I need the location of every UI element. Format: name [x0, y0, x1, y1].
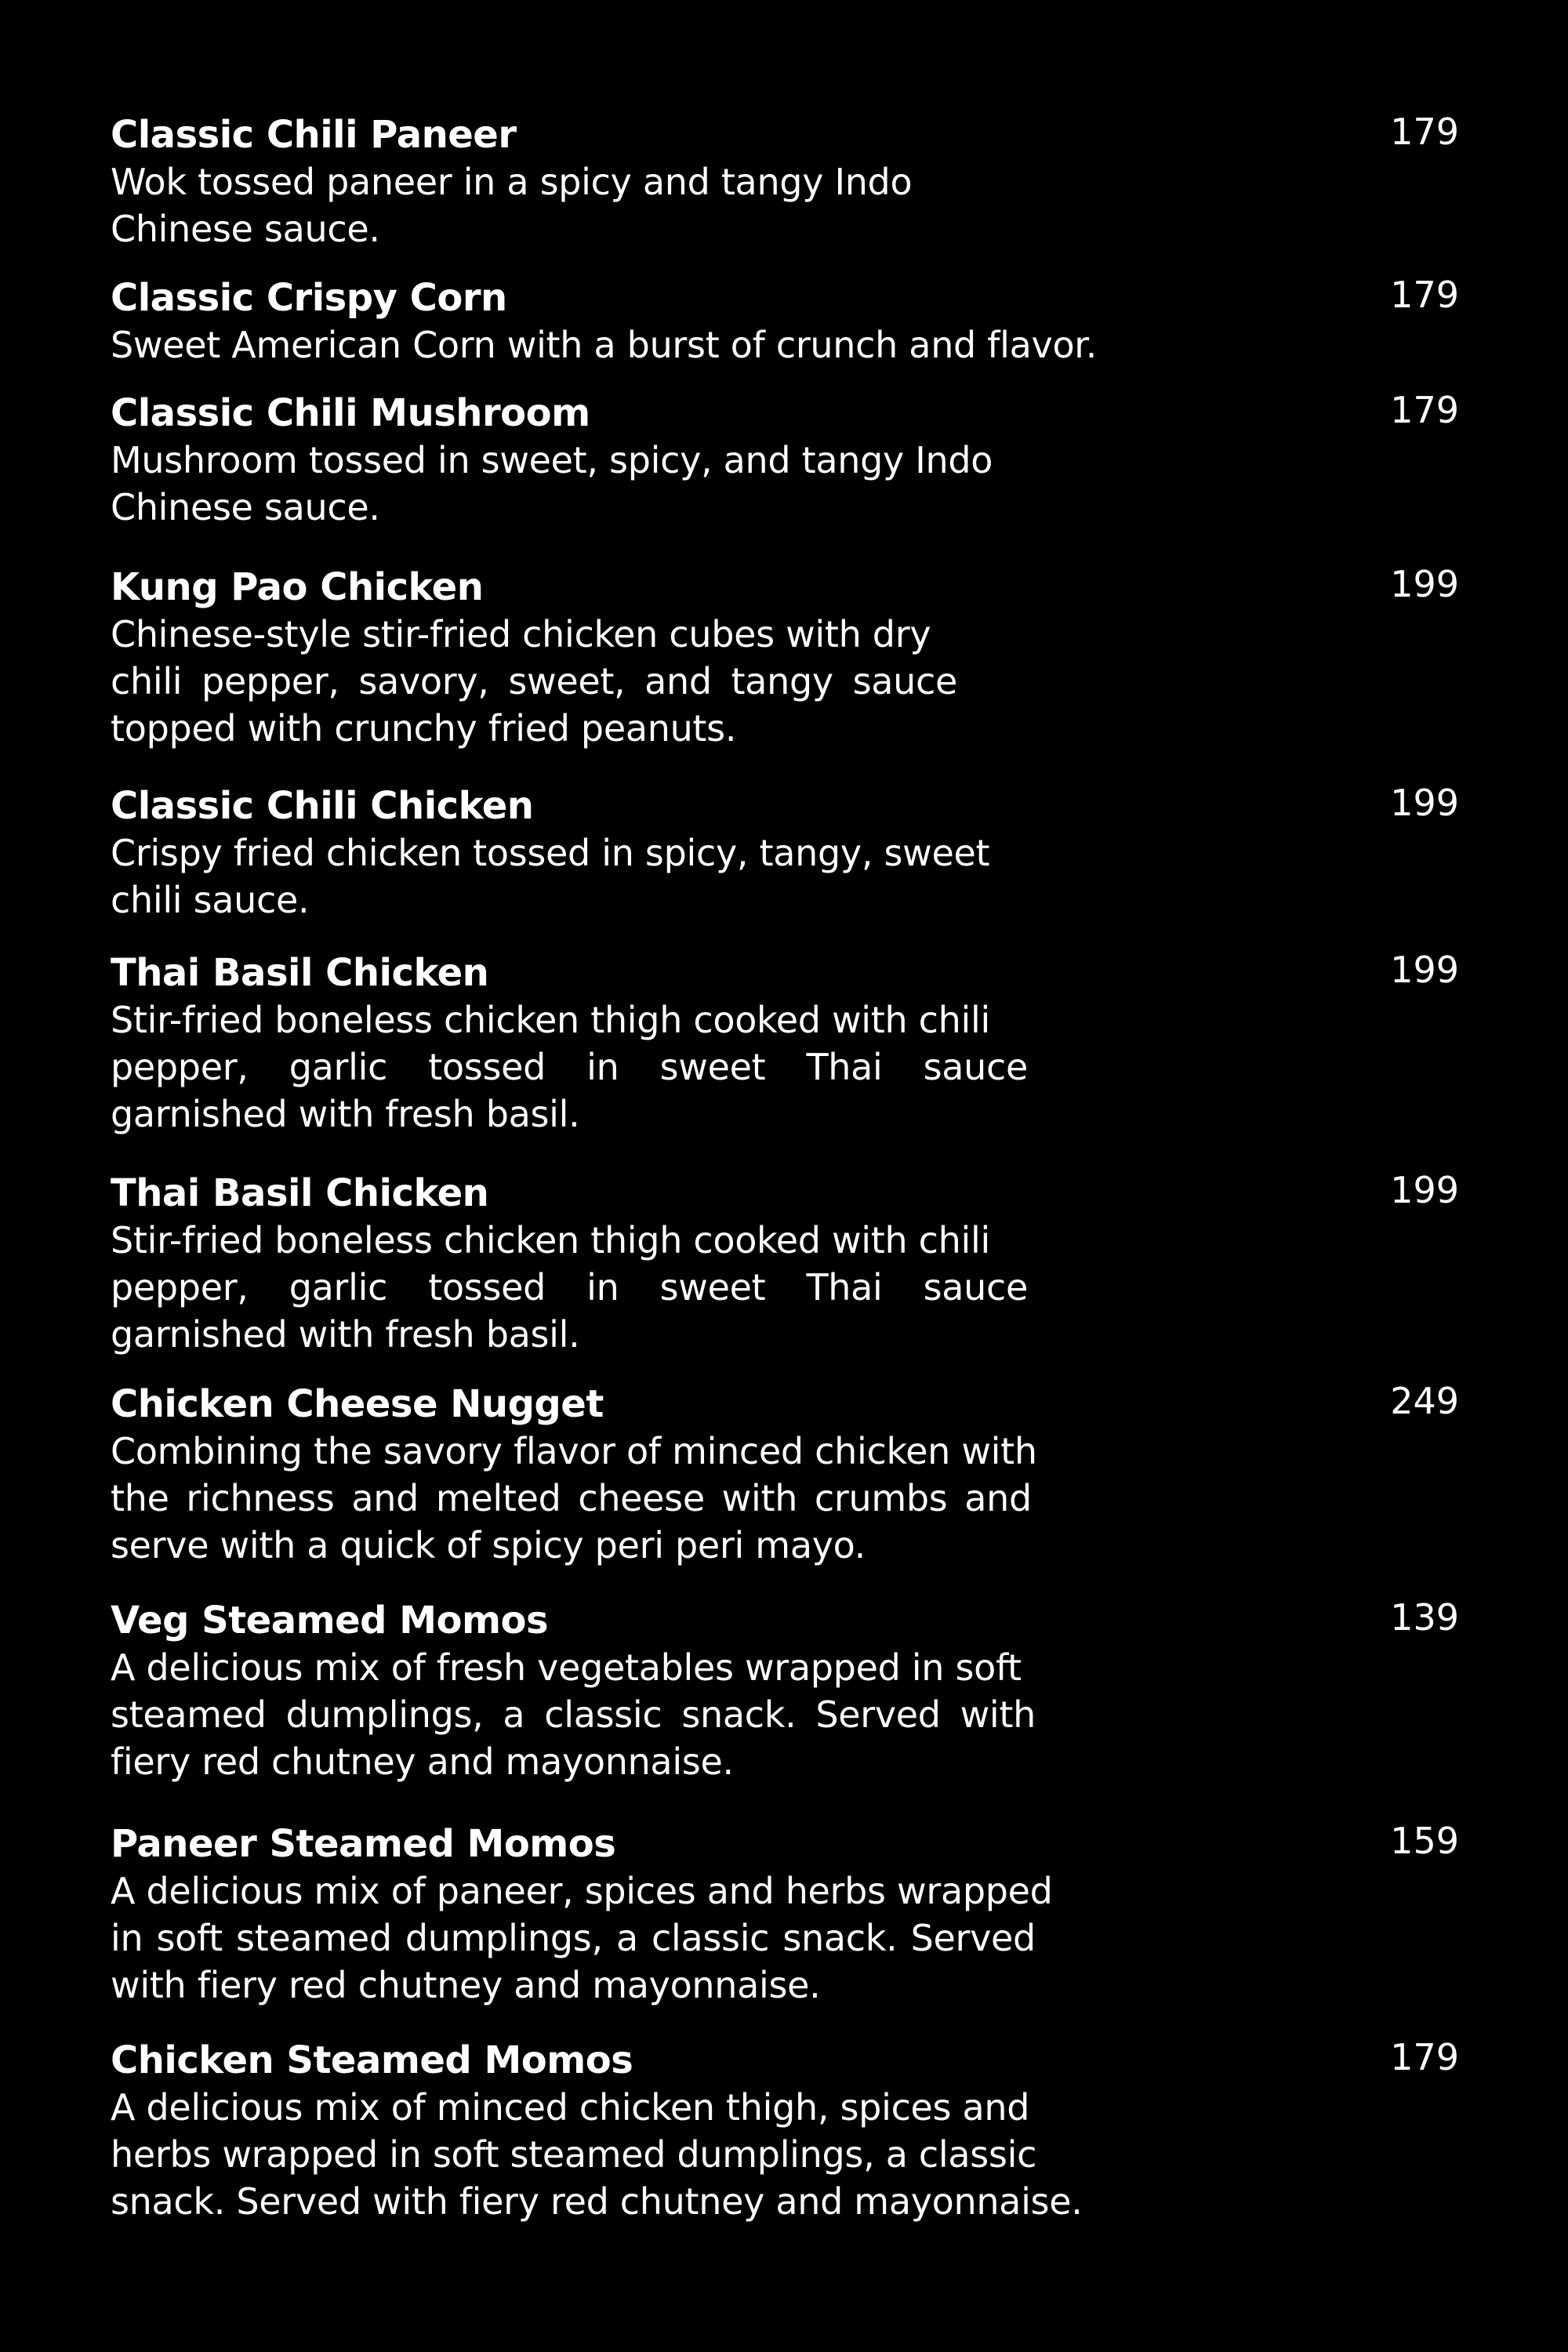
item-price: 199	[1390, 563, 1459, 605]
description-word: pepper,	[111, 1266, 249, 1308]
item-name: Veg Steamed Momos	[111, 1599, 549, 1642]
description-word: sweet,	[508, 660, 626, 702]
item-description	[111, 829, 989, 924]
description-line: Sweet American Corn with a burst of crunch and flavor.	[111, 324, 1098, 366]
item-name: Paneer Steamed Momos	[111, 1822, 616, 1866]
description-word: sweet	[659, 1046, 766, 1088]
description-line: Combining the savory flavor of minced chicken with	[111, 1430, 1037, 1472]
item-price: 179	[1390, 389, 1459, 431]
description-word: sauce	[923, 1046, 1028, 1088]
description-word: pepper,	[111, 1046, 249, 1088]
description-line: A delicious mix of paneer, spices and herbs wrapped	[111, 1870, 1053, 1912]
description-word: Served	[910, 1917, 1036, 1959]
item-name: Chicken Steamed Momos	[111, 2038, 633, 2082]
description-line	[111, 658, 957, 705]
description-word: classic	[544, 1693, 662, 1736]
description-word: sauce	[923, 1266, 1028, 1308]
item-description	[111, 1217, 1028, 1358]
description-line: Crispy fried chicken tossed in spicy, tangy, sweet	[111, 832, 990, 874]
description-line: serve with a quick of spicy peri peri mayo.	[111, 1524, 866, 1566]
description-word: in	[111, 1917, 143, 1959]
description-line: fiery red chutney and mayonnaise.	[111, 1740, 734, 1783]
description-word: dumplings,	[285, 1693, 484, 1736]
item-description	[111, 437, 993, 531]
description-word: and	[964, 1477, 1032, 1519]
description-word: with	[960, 1693, 1036, 1736]
item-price: 249	[1390, 1380, 1459, 1422]
description-line: topped with crunchy fried peanuts.	[111, 707, 737, 750]
description-line: Chinese sauce.	[111, 208, 380, 250]
description-line: herbs wrapped in soft steamed dumplings, a classic	[111, 2133, 1037, 2176]
description-word: chili	[111, 660, 183, 702]
description-word: steamed	[236, 1917, 392, 1959]
description-line: snack. Served with fiery red chutney and mayonnaise.	[111, 2180, 1083, 2223]
item-description	[111, 1428, 1037, 1569]
description-word: tossed	[428, 1046, 546, 1088]
description-word: and	[351, 1477, 419, 1519]
item-description	[111, 2084, 1083, 2225]
description-line: Chinese-style stir-fried chicken cubes with dry	[111, 613, 931, 655]
description-word: with	[721, 1477, 798, 1519]
description-word: sweet	[659, 1266, 766, 1308]
description-word: classic	[652, 1917, 770, 1959]
description-word: dumplings,	[405, 1917, 603, 1959]
item-description	[111, 321, 1097, 368]
item-price: 139	[1390, 1596, 1459, 1639]
description-word: soft	[156, 1917, 223, 1959]
item-name: Classic Crispy Corn	[111, 276, 507, 320]
description-line	[111, 1044, 1028, 1091]
item-price: 179	[1390, 2036, 1459, 2078]
description-word: garlic	[289, 1266, 388, 1308]
item-name: Chicken Cheese Nugget	[111, 1382, 604, 1426]
item-description	[111, 1867, 1053, 2009]
description-word: pepper,	[201, 660, 339, 702]
description-line: Chinese sauce.	[111, 486, 380, 528]
description-word: tangy	[731, 660, 833, 702]
item-name: Kung Pao Chicken	[111, 565, 484, 609]
description-word: snack.	[782, 1917, 898, 1959]
description-line	[111, 1475, 1032, 1522]
description-word: garlic	[289, 1046, 388, 1088]
description-line: Stir-fried boneless chicken thigh cooked with chili	[111, 1219, 990, 1261]
description-line: with fiery red chutney and mayonnaise.	[111, 1964, 821, 2006]
item-price: 159	[1390, 1820, 1459, 1862]
description-word: a	[615, 1917, 638, 1959]
item-price: 199	[1390, 1169, 1459, 1211]
description-word: Thai	[806, 1266, 883, 1308]
description-word: tossed	[428, 1266, 546, 1308]
description-word: the	[111, 1477, 169, 1519]
description-line: A delicious mix of fresh vegetables wrapped in soft	[111, 1646, 1022, 1689]
description-word: crumbs	[814, 1477, 948, 1519]
description-line: Wok tossed paneer in a spicy and tangy Indo	[111, 161, 913, 203]
description-line	[111, 1264, 1028, 1311]
description-word: melted	[435, 1477, 561, 1519]
description-word: sauce	[852, 660, 957, 702]
item-name: Classic Chili Mushroom	[111, 391, 590, 435]
description-word: Served	[815, 1693, 941, 1736]
description-line: Stir-fried boneless chicken thigh cooked with chili	[111, 999, 990, 1041]
item-name: Thai Basil Chicken	[111, 1171, 489, 1215]
description-line: Mushroom tossed in sweet, spicy, and tangy Indo	[111, 439, 993, 481]
description-line: chili sauce.	[111, 879, 310, 921]
item-price: 179	[1390, 274, 1459, 316]
item-description	[111, 1644, 1036, 1785]
description-word: Thai	[806, 1046, 883, 1088]
description-word: in	[586, 1266, 619, 1308]
item-name: Classic Chili Paneer	[111, 113, 517, 157]
description-line	[111, 1691, 1036, 1738]
item-name: Classic Chili Chicken	[111, 784, 534, 828]
item-price: 179	[1390, 111, 1459, 153]
item-price: 199	[1390, 782, 1459, 824]
description-word: in	[586, 1046, 619, 1088]
description-word: snack.	[681, 1693, 797, 1736]
item-description	[111, 611, 957, 752]
description-line	[111, 1915, 1036, 1962]
description-line: garnished with fresh basil.	[111, 1093, 580, 1135]
description-line: garnished with fresh basil.	[111, 1313, 580, 1356]
item-description	[111, 996, 1028, 1138]
item-name: Thai Basil Chicken	[111, 951, 489, 995]
description-word: richness	[186, 1477, 335, 1519]
description-word: and	[644, 660, 712, 702]
description-word: a	[503, 1693, 525, 1736]
description-line: A delicious mix of minced chicken thigh, spices and	[111, 2086, 1030, 2129]
item-description	[111, 158, 912, 252]
description-word: cheese	[578, 1477, 705, 1519]
description-word: steamed	[111, 1693, 267, 1736]
item-price: 199	[1390, 949, 1459, 991]
description-word: savory,	[358, 660, 489, 702]
